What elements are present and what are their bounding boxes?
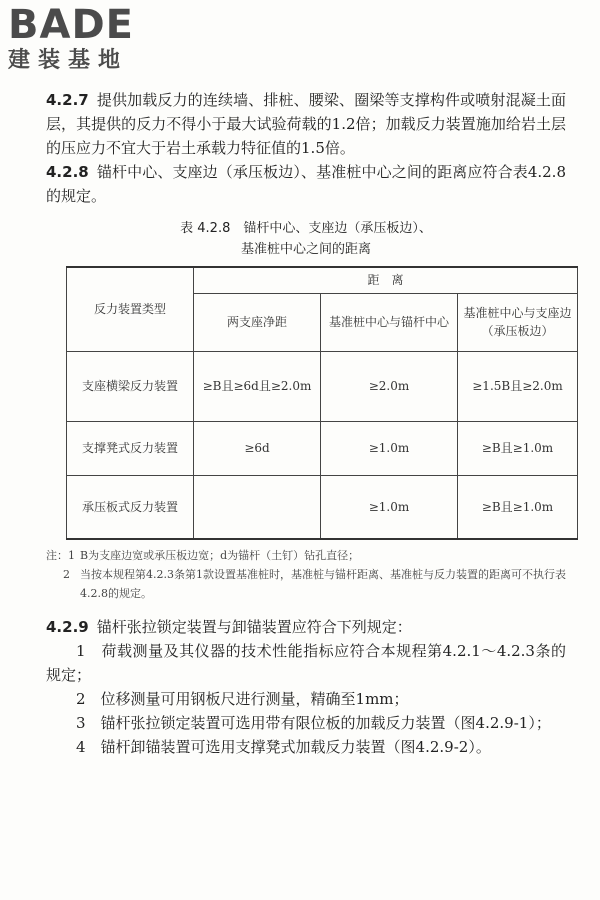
clause-text: 锚杆中心、支座边（承压板边）、基准桩中心之间的距离应符合表4.2.8的规定。 [46, 163, 566, 205]
list-item: 4 锚杆卸锚装置可选用支撑凳式加载反力装置（图4.2.9-2）。 [76, 738, 491, 756]
row-cell: ≥B且≥1.0m [458, 421, 578, 475]
header-distance: 距 离 [194, 267, 578, 293]
clause-number: 4.2.8 [46, 163, 89, 181]
table-caption-line-1: 表 4.2.8 锚杆中心、支座边（承压板边）、 [180, 221, 432, 236]
row-cell: ≥2.0m [321, 351, 458, 421]
note-label: 2 [63, 568, 70, 581]
clause-number: 4.2.9 [46, 618, 89, 636]
list-item: 2 位移测量可用钢板尺进行测量，精确至1mm； [76, 690, 409, 708]
header-device-type: 反力装置类型 [67, 267, 194, 351]
table-row [67, 475, 578, 539]
subheader-ref-pile-to-support-edge: 基准桩中心与支座边（承压板边） [458, 293, 578, 351]
row-type: 支座横梁反力装置 [67, 351, 194, 421]
table-caption [46, 218, 566, 260]
logo [8, 4, 178, 74]
row-cell: ≥B且≥1.0m [458, 475, 578, 539]
clause-4-2-8 [46, 160, 566, 208]
row-type: 支撑凳式反力装置 [67, 421, 194, 475]
table-row [67, 421, 578, 475]
subheader-ref-pile-to-anchor: 基准桩中心与锚杆中心 [321, 293, 458, 351]
document-body [46, 88, 572, 759]
row-cell: ≥1.0m [321, 475, 458, 539]
row-cell: ≥6d [194, 421, 321, 475]
logo-wordmark: BADE [8, 2, 134, 48]
clause-4-2-9 [46, 615, 566, 759]
clause-4-2-7 [46, 88, 566, 160]
note-text: B为支座边宽或承压板边宽；d为锚杆（土钉）钻孔直径； [80, 549, 360, 562]
logo-subtitle: 建装基地 [8, 48, 129, 73]
table-notes [46, 546, 566, 603]
row-cell: ≥B且≥6d且≥2.0m [194, 351, 321, 421]
list-item: 3 锚杆张拉锁定装置可选用带有限位板的加载反力装置（图4.2.9-1）； [76, 714, 551, 732]
clause-text: 提供加载反力的连续墙、排桩、腰梁、圈梁等支撑构件或喷射混凝土面层，其提供的反力不得小于最大试验荷载的1.2倍；加载反力装置施加给岩土层的压应力不宜大于岩土承载力特征值的1.5倍。 [46, 91, 566, 157]
table-row [67, 351, 578, 421]
row-type: 承压板式反力装置 [67, 475, 194, 539]
table-caption-line-2: 基准桩中心之间的距离 [240, 242, 371, 257]
note-2 [46, 565, 566, 603]
list-item: 1 荷载测量及其仪器的技术性能指标应符合本规程第4.2.1～4.2.3条的规定； [46, 642, 566, 684]
subheader-support-spacing: 两支座净距 [194, 293, 321, 351]
clause-number: 4.2.7 [46, 91, 89, 109]
row-cell: ≥1.5B且≥2.0m [458, 351, 578, 421]
distance-table [66, 266, 578, 540]
note-1 [46, 546, 566, 565]
row-cell [194, 475, 321, 539]
clause-intro: 锚杆张拉锁定装置与卸锚装置应符合下列规定： [96, 618, 412, 636]
row-cell: ≥1.0m [321, 421, 458, 475]
note-label: 注：1 [46, 549, 75, 562]
note-text: 当按本规程第4.2.3条第1款设置基准桩时，基准桩与锚杆距离、基准桩与反力装置的距离可不执行表4.2.8的规定。 [80, 568, 566, 600]
